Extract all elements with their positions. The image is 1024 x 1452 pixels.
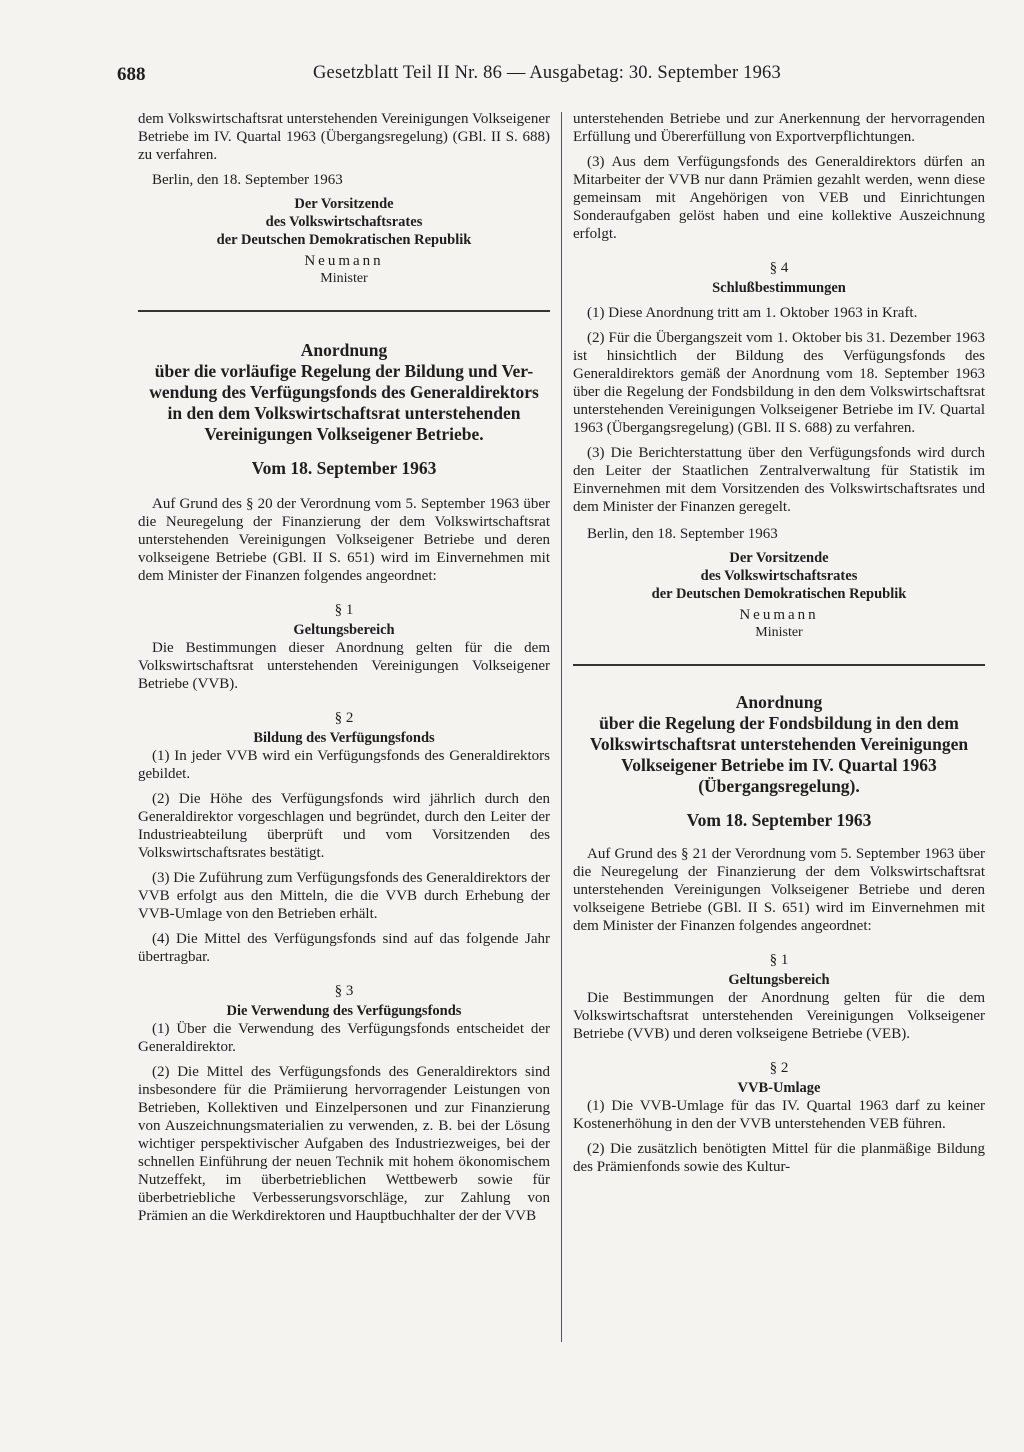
title-line: Vereinigungen Volkseigener Betriebe.: [204, 424, 484, 444]
section-text: (3) Die Zuführung zum Verfügungsfonds des Generaldirektors der VVB erfolgt aus den Mitteln, die die VVB durch Erhebung der VVB-Umlage von den Betrieben erhält.: [138, 870, 550, 922]
section-text: (2) Für die Übergangszeit vom 1. Oktober bis 31. Dezember 1963 ist hinsichtlich der Bildung des Verfügungsfonds des Generaldirektors gemäß der Anordnung vom 18. September 1963 über die Regelung der Fondsbildung in den dem Volkswirtschaftsrat unterstehenden Vereinigungen Volkseigener Betriebe im IV. Quartal 1963 (Übergangsregelung) (GBl. II S. 688) zu verfahren.: [573, 330, 985, 436]
ordinance-title: [573, 692, 985, 797]
section-text: (2) Die Mittel des Verfügungsfonds des Generaldirektors sind insbesondere für die Prämiierung hervorragender Leistungen von Betrieben, Kollektiven und Einzelpersonen und zur Finanzierung von Auszeichnungsmaterialien zu verwenden, z. B. bei der Lösung wichtiger perspektivischer Aufgaben des Industriezweiges, bei der schnellen Einführung der neuen Technik mit hohem ökonomischem Nutzeffekt, im überbetrieblichen Wettbewerb sowie für überbetriebliche Verbesserungsvorschläge, zur Zahlung von Prämien an die Werkdirektoren und Hauptbuchhalter der der VVB: [138, 1064, 550, 1224]
section-heading: Bildung des Verfügungsfonds: [253, 730, 435, 746]
signature-role: Minister: [755, 625, 803, 640]
signature-line: des Volkswirtschaftsrates: [700, 568, 858, 584]
section-text: (1) Über die Verwendung des Verfügungsfonds entscheidet der Generaldirektor.: [138, 1021, 550, 1055]
right-column: [573, 110, 985, 1176]
section-text: Die Bestimmungen dieser Anordnung gelten für die dem Volkswirtschaftsrat unterstehenden Vereinigungen Volkseigener Betriebe (VVB).: [138, 640, 550, 692]
preamble: Auf Grund des § 20 der Verordnung vom 5. September 1963 über die Neuregelung der Finanzierung der dem Volkswirtschaftsrat unterstehenden Vereinigungen Volkseigener Betriebe und deren volkseigene Betriebe (GBl. II S. 651) wird im Einvernehmen mit dem Minister der Finanzen folgendes angeordnet:: [138, 496, 550, 584]
section-sign: § 2: [334, 710, 354, 726]
title-line: in den dem Volkswirtschaftsrat unterstehenden: [167, 403, 521, 423]
title-line: über die vorläufige Regelung der Bildung und Ver-: [154, 361, 534, 381]
section-text: Die Bestimmungen der Anordnung gelten für die dem Volkswirtschaftsrat unterstehenden Vereinigungen Volkseigener Betriebe (VVB) und deren volkseigene Betriebe (VEB).: [573, 990, 985, 1042]
signature-name: Neumann: [304, 253, 384, 269]
section-text: (3) Die Berichterstattung über den Verfügungsfonds wird durch den Leiter der Staatlichen Zentralverwaltung für Statistik im Einvernehmen mit dem Vorsitzenden des Volkswirtschaftsrates und dem Minister der Finanzen geregelt.: [573, 445, 985, 515]
ordinance-title: [138, 340, 550, 445]
section-text: (2) Die Höhe des Verfügungsfonds wird jährlich durch den Generaldirektor vorgeschlagen und begründet, durch den Leiter der Industrieabteilung überprüft und vom Vorsitzenden des Volkswirtschaftsrates bestätigt.: [138, 791, 550, 861]
title-line: Volkswirtschaftsrat unterstehenden Vereinigungen: [589, 734, 969, 754]
section-heading: Geltungsbereich: [293, 622, 395, 638]
intro-text: dem Volkswirtschaftsrat unterstehenden Vereinigungen Volkseigener Betriebe im IV. Quartal 1963 (Übergangsregelung) (GBl. II S. 688) zu verfahren.: [138, 111, 550, 163]
ordinance-date: Vom 18. September 1963: [686, 810, 872, 830]
title-line: Anordnung: [300, 340, 388, 360]
section-heading: VVB-Umlage: [737, 1080, 821, 1096]
column-divider: [561, 112, 562, 1342]
place-date: Berlin, den 18. September 1963: [152, 172, 343, 188]
left-column: [138, 110, 550, 1225]
title-line: Volkseigener Betriebe im IV. Quartal 1963: [621, 755, 937, 775]
ordinance-date: Vom 18. September 1963: [251, 458, 437, 478]
section-heading: Die Verwendung des Verfügungsfonds: [226, 1003, 462, 1019]
section-text: (2) Die zusätzlich benötigten Mittel für die planmäßige Bildung des Prämienfonds sowie des Kultur-: [573, 1141, 985, 1175]
section-sign: § 2: [769, 1060, 789, 1076]
page-number: 688: [117, 64, 146, 85]
section-text: (3) Aus dem Verfügungsfonds des Generaldirektors dürfen an Mitarbeiter der VVB nur dann Prämien gezahlt werden, wenn diese gemeinsam mit Angehörigen von VEB und Einrichtungen Sonderaufgaben gelöst haben und eine kollektive Auszeichnung erfolgt.: [573, 154, 985, 242]
section-sign: § 1: [334, 602, 354, 618]
section-text: (1) Die VVB-Umlage für das IV. Quartal 1963 darf zu keiner Kostenerhöhung in den der VVB unterstehenden VEB führen.: [573, 1098, 985, 1132]
preamble: Auf Grund des § 21 der Verordnung vom 5. September 1963 über die Neuregelung der Finanzierung der dem Volkswirtschaftsrat unterstehenden Vereinigungen Volkseigener Betriebe und deren volkseigene Betriebe (GBl. II S. 651) wird im Einvernehmen mit dem Minister der Finanzen folgendes angeordnet:: [573, 846, 985, 934]
signature-role: Minister: [320, 271, 368, 286]
signature-name: Neumann: [739, 607, 819, 623]
section-heading: Schlußbestimmungen: [712, 280, 846, 296]
section-sign: § 1: [769, 952, 789, 968]
section-heading: Geltungsbereich: [728, 972, 830, 988]
title-line: über die Regelung der Fondsbildung in den dem: [599, 713, 959, 733]
signature-block: [573, 549, 985, 642]
signature-line: der Deutschen Demokratischen Republik: [651, 586, 907, 602]
signature-block: [138, 195, 550, 288]
section-text: (4) Die Mittel des Verfügungsfonds sind auf das folgende Jahr übertragbar.: [138, 931, 550, 965]
place-date: Berlin, den 18. September 1963: [587, 526, 778, 542]
title-line: wendung des Verfügungsfonds des Generaldirektors: [149, 382, 539, 402]
section-sign: § 3: [334, 983, 354, 999]
title-line: (Übergangsregelung).: [698, 776, 860, 796]
continuation-text: unterstehenden Betriebe und zur Anerkennung der hervorragenden Erfüllung und Übererfüllung von Exportverpflichtungen.: [573, 111, 985, 145]
signature-line: des Volkswirtschaftsrates: [265, 214, 423, 230]
section-divider: [573, 664, 985, 666]
section-text: (1) Diese Anordnung tritt am 1. Oktober 1963 in Kraft.: [587, 305, 918, 321]
section-sign: § 4: [769, 260, 789, 276]
title-line: Anordnung: [735, 692, 823, 712]
signature-line: der Deutschen Demokratischen Republik: [216, 232, 472, 248]
signature-line: Der Vorsitzende: [294, 196, 394, 212]
section-divider: [138, 310, 550, 312]
signature-line: Der Vorsitzende: [729, 550, 829, 566]
section-text: (1) In jeder VVB wird ein Verfügungsfonds des Generaldirektors gebildet.: [138, 748, 550, 782]
page-header-title: Gesetzblatt Teil II Nr. 86 — Ausgabetag: 30. September 1963: [313, 63, 781, 83]
